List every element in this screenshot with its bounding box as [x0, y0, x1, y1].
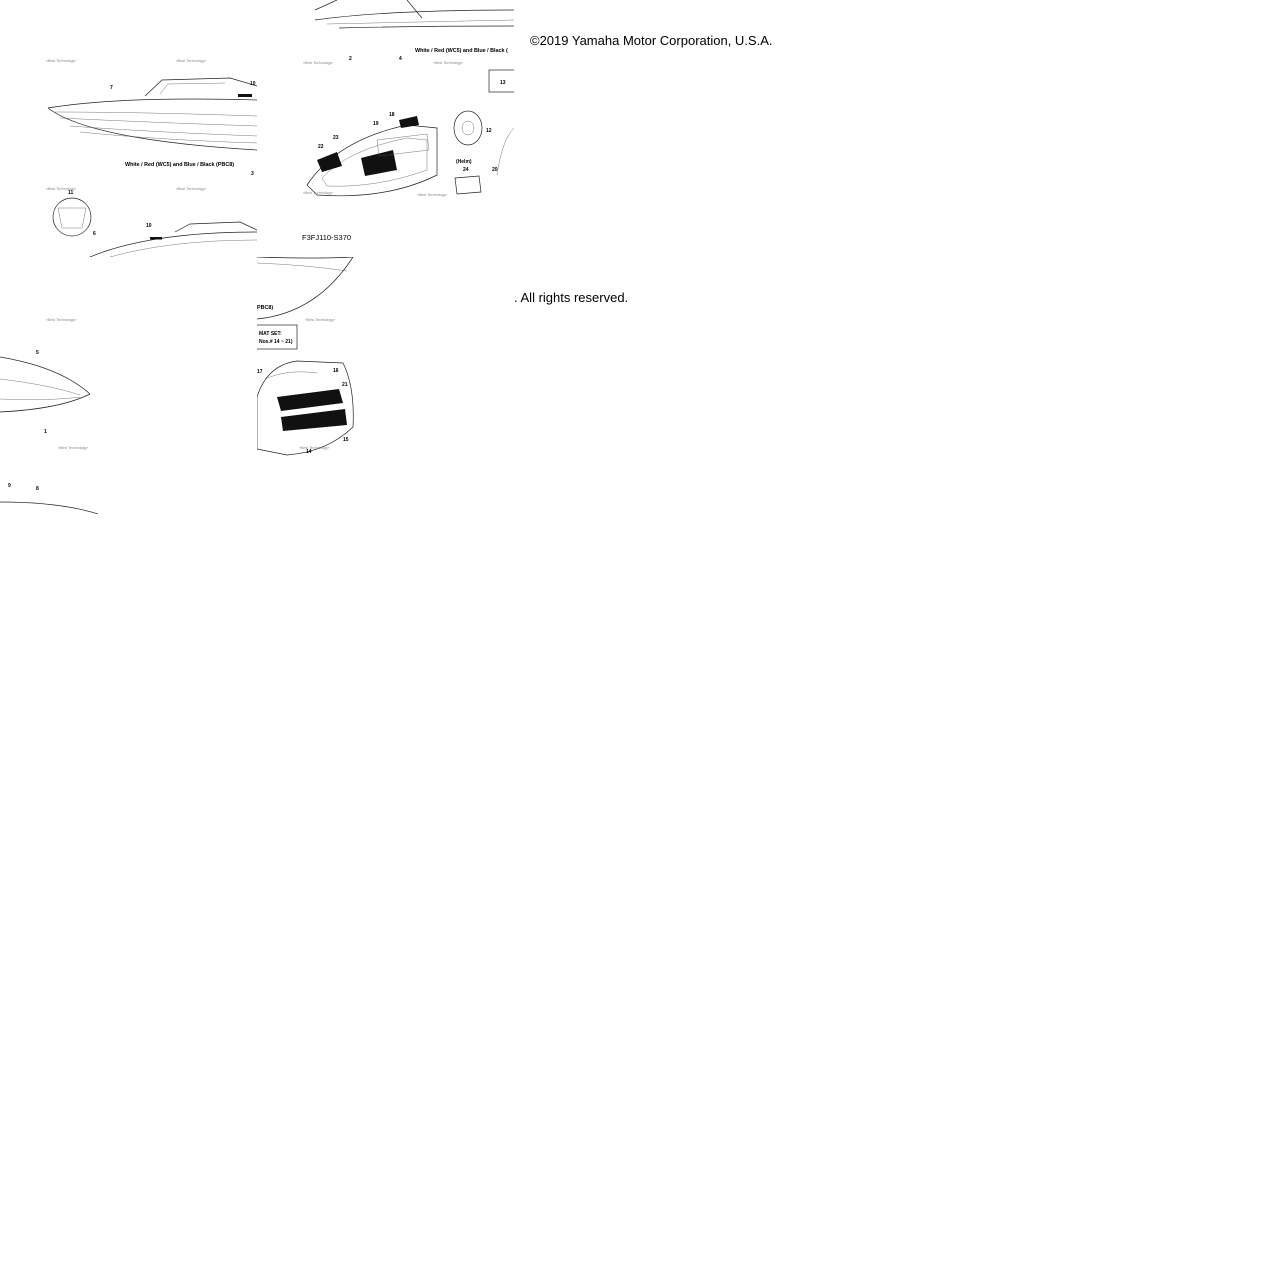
decal-mark — [150, 237, 162, 240]
callout-number: 13 — [500, 80, 506, 86]
diagram-tile-strip — [0, 514, 257, 534]
detail-circle — [53, 198, 91, 236]
steering-hub — [462, 121, 474, 135]
stripe — [80, 132, 257, 143]
callout-number: 16 — [333, 368, 339, 374]
callout-number: 1 — [44, 429, 47, 435]
mat-piece — [277, 389, 343, 411]
callout-number: 10 — [146, 223, 152, 229]
callout-number: 2 — [349, 56, 352, 62]
watermark: «Best Technology» — [46, 318, 77, 322]
stripe — [257, 263, 347, 271]
mat-set-range: Nos.# 14 ~ 21) — [259, 339, 293, 345]
windshield-frame — [160, 83, 225, 94]
stripe — [70, 126, 257, 136]
callout-number: 5 — [36, 350, 39, 356]
callout-number: 9 — [8, 483, 11, 489]
watermark: «Best Technology» — [176, 187, 207, 191]
diagram-tile-deck — [257, 0, 514, 257]
hull-keel-line — [339, 26, 514, 28]
windshield — [175, 222, 257, 232]
callout-number: 14 — [306, 449, 312, 455]
stripe — [110, 240, 257, 257]
stern-outline — [257, 361, 353, 455]
callout-number: 15 — [343, 437, 349, 443]
boat-side-drawing — [0, 0, 257, 257]
watermark: «Best Technology» — [433, 61, 464, 65]
callout-number: 12 — [486, 128, 492, 134]
windshield — [145, 78, 257, 96]
callout-number: 3 — [251, 171, 254, 177]
stripe — [327, 20, 514, 24]
bow-drawing — [0, 257, 257, 514]
color-caption: White / Red (WC5) and Blue / Black (PBC8) — [125, 162, 235, 168]
callout-number: 8 — [36, 486, 39, 492]
diagram-tile-boat-side — [0, 0, 257, 257]
callout-number: 17 — [257, 369, 263, 375]
hull-keel-line — [48, 108, 257, 150]
watermark: «Best Technology» — [305, 318, 336, 322]
callout-number: 18 — [389, 112, 395, 118]
helm-label: (Helm) — [456, 159, 472, 165]
hull-edge — [497, 128, 514, 175]
color-caption: White / Red (WC5) and Blue / Black ( — [415, 48, 508, 54]
mat-set-label: MAT SET: — [259, 331, 282, 337]
stripe — [0, 379, 80, 395]
stripe — [55, 112, 257, 116]
stripe — [60, 118, 257, 126]
helm-panel — [455, 176, 481, 194]
hull-deck-line — [48, 99, 257, 108]
stripe — [0, 397, 80, 400]
hull-deck-line — [0, 357, 90, 394]
detail-part — [58, 208, 86, 228]
color-caption: PBC8) — [257, 305, 274, 311]
stern-drawing — [257, 257, 514, 514]
mat-set-box — [257, 325, 297, 349]
mat-piece — [281, 409, 347, 431]
hull-deck-line — [0, 502, 98, 514]
watermark: «Best Technology» — [46, 187, 77, 191]
rights-reserved-text: . All rights reserved. — [514, 290, 629, 305]
watermark: «Best Technology» — [417, 193, 448, 197]
callout-number: 7 — [110, 85, 113, 91]
watermark: «Best Technology» — [303, 61, 334, 65]
copyright-text: ©2019 Yamaha Motor Corporation, U.S.A. — [530, 33, 773, 48]
seat — [265, 372, 317, 379]
hull-deck-line — [315, 10, 514, 20]
callout-number: 23 — [333, 135, 339, 141]
callout-number: 4 — [399, 56, 402, 62]
windshield — [315, 0, 422, 18]
watermark: «Best Technology» — [46, 59, 77, 63]
mat-piece — [361, 150, 397, 176]
callout-number: 19 — [373, 121, 379, 127]
diagram-tile-stern — [257, 257, 514, 514]
watermark: «Best Technology» — [303, 191, 334, 195]
callout-number: 11 — [68, 190, 74, 196]
callout-number: 6 — [93, 231, 96, 237]
deck-drawing — [257, 0, 514, 257]
watermark: «Best Technology» — [58, 446, 89, 450]
callout-number: 24 — [463, 167, 469, 173]
callout-number: 21 — [342, 382, 348, 388]
hull-keel-line — [257, 257, 353, 258]
diagram-tile-bow — [0, 257, 257, 514]
watermark: «Best Technology» — [176, 59, 207, 63]
mat-piece — [317, 152, 342, 172]
diagram-code: F3FJ110-S370 — [302, 233, 352, 242]
hull-keel-line — [0, 394, 90, 412]
decal-mark — [238, 94, 252, 97]
callout-number: 22 — [318, 144, 324, 150]
watermark: «Best Technology» — [299, 446, 330, 450]
callout-number: 20 — [492, 167, 498, 173]
steering-wheel — [454, 111, 482, 145]
callout-number: 10 — [250, 81, 256, 87]
